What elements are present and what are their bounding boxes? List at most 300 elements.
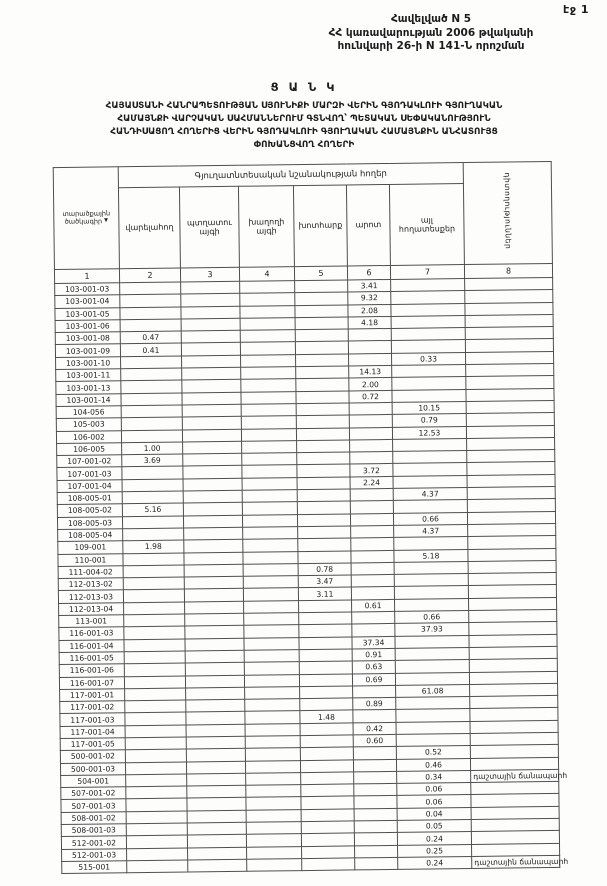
cell-pasture: 14.13 bbox=[349, 366, 392, 379]
cell-orchard bbox=[186, 761, 245, 774]
cell-plot-code: 116-001-03 bbox=[59, 627, 124, 640]
cell-hayfield bbox=[301, 833, 354, 846]
cell-orchard bbox=[183, 503, 242, 516]
cell-arable: 0.41 bbox=[120, 343, 181, 356]
cell-plot-code: 107-001-04 bbox=[57, 479, 122, 492]
cell-other-land-types bbox=[391, 340, 465, 353]
cell-pasture: 0.63 bbox=[352, 661, 395, 674]
cell-remark bbox=[467, 474, 555, 487]
cell-orchard bbox=[181, 281, 240, 294]
cell-plot-code: 117-001-04 bbox=[60, 725, 125, 738]
cell-hayfield bbox=[301, 784, 354, 797]
cell-remark bbox=[466, 425, 554, 438]
cell-hayfield bbox=[295, 305, 348, 318]
cell-arable bbox=[125, 737, 186, 750]
cell-remark bbox=[470, 720, 558, 733]
cell-vineyard bbox=[246, 834, 301, 847]
cell-vineyard bbox=[245, 736, 300, 749]
column-header-pasture: արոտ bbox=[346, 184, 390, 266]
cell-pasture bbox=[355, 845, 398, 858]
cell-arable bbox=[127, 848, 188, 861]
cell-other-land-types: 0.79 bbox=[392, 414, 466, 427]
cell-plot-code: 108-005-01 bbox=[57, 492, 122, 505]
cell-plot-code: 103-001-13 bbox=[56, 381, 121, 394]
cell-hayfield bbox=[296, 415, 349, 428]
cell-remark bbox=[465, 302, 553, 315]
cell-vineyard bbox=[242, 440, 297, 453]
cell-hayfield bbox=[299, 624, 352, 637]
cell-pasture: 0.89 bbox=[353, 698, 396, 711]
cell-hayfield bbox=[296, 378, 349, 391]
column-number: 8 bbox=[464, 263, 552, 278]
cell-orchard bbox=[188, 847, 247, 860]
cell-arable bbox=[125, 725, 186, 738]
plot-code-header-label: տարածքային ծածկագիր bbox=[62, 208, 111, 226]
cell-hayfield bbox=[295, 317, 348, 330]
cell-orchard bbox=[182, 392, 241, 405]
cell-pasture: 0.42 bbox=[353, 722, 396, 735]
cell-hayfield bbox=[301, 796, 354, 809]
cell-pasture bbox=[350, 501, 393, 514]
cell-plot-code: 107-001-02 bbox=[57, 455, 122, 468]
cell-vineyard bbox=[245, 760, 300, 773]
page-number-label: էջ 1 bbox=[563, 3, 589, 16]
column-header-other-land-types: այլ հողատեսքեր bbox=[389, 184, 464, 266]
cell-vineyard bbox=[242, 477, 297, 490]
cell-arable bbox=[126, 786, 187, 799]
cell-orchard bbox=[182, 380, 241, 393]
cell-plot-code: 504-001 bbox=[61, 775, 126, 788]
subtitle-line: ՓՈԽԱՆՑՎՈՂ ՀՈՂԵՐԻ bbox=[253, 140, 355, 150]
cell-remark bbox=[468, 548, 556, 561]
cell-orchard bbox=[185, 626, 244, 639]
cell-vineyard bbox=[244, 613, 299, 626]
cell-orchard bbox=[182, 355, 241, 368]
cell-pasture bbox=[351, 562, 394, 575]
cell-remark bbox=[465, 339, 553, 352]
cell-vineyard bbox=[243, 588, 298, 601]
column-group-header-agricultural-lands: Գյուղատնտեսական նշանակության հողեր bbox=[118, 163, 463, 188]
cell-other-land-types bbox=[396, 721, 470, 734]
cell-pasture bbox=[351, 525, 394, 538]
cell-plot-code: 515-001 bbox=[62, 861, 127, 874]
cell-arable bbox=[120, 319, 181, 332]
cell-remark bbox=[466, 376, 554, 389]
cell-plot-code: 117-001-03 bbox=[60, 713, 125, 726]
sort-arrow-icon: ▼ bbox=[104, 217, 109, 224]
cell-other-land-types: 37.93 bbox=[395, 623, 469, 636]
cell-plot-code: 103-001-03 bbox=[55, 283, 120, 296]
cell-orchard bbox=[185, 650, 244, 663]
document-subtitle bbox=[40, 100, 568, 152]
cell-hayfield bbox=[299, 612, 352, 625]
cell-orchard bbox=[187, 773, 246, 786]
cell-orchard bbox=[187, 798, 246, 811]
cell-pasture bbox=[349, 427, 392, 440]
cell-arable bbox=[122, 516, 183, 529]
cell-remark bbox=[467, 450, 555, 463]
cell-vineyard bbox=[241, 404, 296, 417]
cell-orchard bbox=[182, 367, 241, 380]
cell-pasture bbox=[353, 685, 396, 698]
cell-plot-code: 500-001-03 bbox=[60, 762, 125, 775]
cell-pasture: 0.91 bbox=[352, 648, 395, 661]
cell-other-land-types: 0.04 bbox=[397, 807, 471, 820]
cell-remark bbox=[470, 757, 558, 770]
cell-remark bbox=[467, 511, 555, 524]
cell-vineyard bbox=[241, 367, 296, 380]
cell-hayfield bbox=[300, 686, 353, 699]
cell-pasture bbox=[354, 808, 397, 821]
cell-orchard bbox=[181, 343, 240, 356]
appendix-header bbox=[300, 13, 562, 54]
document-title: Ց Ա Ն Կ bbox=[270, 80, 338, 94]
cell-plot-code: 112-013-03 bbox=[58, 590, 123, 603]
cell-remark bbox=[469, 671, 557, 684]
cell-arable bbox=[123, 528, 184, 541]
cell-arable bbox=[126, 823, 187, 836]
cell-plot-code: 108-005-04 bbox=[58, 529, 123, 542]
cell-arable bbox=[121, 393, 182, 406]
cell-vineyard bbox=[242, 490, 297, 503]
cell-orchard bbox=[183, 490, 242, 503]
cell-vineyard bbox=[244, 625, 299, 638]
cell-remark bbox=[466, 364, 554, 377]
cell-plot-code: 512-001-02 bbox=[61, 836, 126, 849]
land-table bbox=[53, 161, 569, 874]
cell-other-land-types: 0.05 bbox=[397, 820, 471, 833]
cell-orchard bbox=[185, 675, 244, 688]
cell-orchard bbox=[181, 318, 240, 331]
column-number: 3 bbox=[180, 267, 239, 282]
cell-hayfield: 0.78 bbox=[298, 563, 351, 576]
cell-arable bbox=[123, 589, 184, 602]
cell-arable bbox=[125, 688, 186, 701]
cell-other-land-types: 0.06 bbox=[397, 795, 471, 808]
cell-plot-code: 117-001-01 bbox=[60, 689, 125, 702]
column-header-orchard: պտղատու այգի bbox=[179, 186, 239, 268]
cell-arable bbox=[126, 774, 187, 787]
cell-hayfield bbox=[300, 747, 353, 760]
column-number: 2 bbox=[119, 268, 180, 283]
cell-vineyard bbox=[242, 514, 297, 527]
cell-arable bbox=[121, 356, 182, 369]
cell-remark bbox=[471, 794, 559, 807]
cell-vineyard bbox=[240, 318, 295, 331]
cell-remark bbox=[468, 585, 556, 598]
cell-vineyard bbox=[241, 416, 296, 429]
cell-arable bbox=[124, 626, 185, 639]
cell-other-land-types: 5.18 bbox=[394, 549, 468, 562]
cell-arable bbox=[121, 430, 182, 443]
cell-arable bbox=[124, 639, 185, 652]
cell-orchard bbox=[187, 785, 246, 798]
cell-orchard bbox=[181, 306, 240, 319]
cell-remark bbox=[465, 277, 553, 290]
cell-other-land-types bbox=[392, 377, 466, 390]
cell-arable bbox=[124, 663, 185, 676]
cell-other-land-types bbox=[393, 438, 467, 451]
cell-remark bbox=[465, 314, 553, 327]
cell-hayfield bbox=[298, 550, 351, 563]
cell-remark: դաշտային ճանապարհ bbox=[472, 855, 560, 868]
cell-other-land-types: 10.15 bbox=[392, 402, 466, 415]
cell-vineyard bbox=[241, 391, 296, 404]
cell-plot-code: 507-001-03 bbox=[61, 799, 126, 812]
cell-other-land-types bbox=[395, 647, 469, 660]
cell-other-land-types bbox=[395, 598, 469, 611]
cell-orchard bbox=[184, 552, 243, 565]
column-header-vineyard: խաղողի այգի bbox=[238, 186, 294, 268]
cell-other-land-types bbox=[393, 500, 467, 513]
cell-arable bbox=[122, 491, 183, 504]
cell-vineyard bbox=[242, 502, 297, 515]
cell-hayfield bbox=[296, 366, 349, 379]
cell-remark: դաշտային ճանապարհ bbox=[471, 769, 559, 782]
cell-arable bbox=[122, 466, 183, 479]
cell-pasture bbox=[351, 550, 394, 563]
cell-pasture bbox=[354, 784, 397, 797]
cell-other-land-types: 12.53 bbox=[392, 426, 466, 439]
land-table-wrapper bbox=[53, 161, 569, 874]
cell-orchard bbox=[188, 859, 247, 872]
cell-arable bbox=[125, 712, 186, 725]
cell-other-land-types bbox=[392, 365, 466, 378]
cell-remark bbox=[468, 560, 556, 573]
cell-pasture: 2.08 bbox=[348, 304, 391, 317]
cell-hayfield bbox=[297, 514, 350, 527]
cell-orchard bbox=[187, 835, 246, 848]
cell-arable bbox=[127, 860, 188, 873]
column-header-hayfield: խոտհարք bbox=[293, 185, 347, 267]
cell-other-land-types bbox=[395, 672, 469, 685]
cell-orchard bbox=[183, 478, 242, 491]
cell-other-land-types: 4.37 bbox=[394, 524, 468, 537]
cell-plot-code: 103-001-09 bbox=[55, 344, 120, 357]
cell-hayfield bbox=[302, 846, 355, 859]
cell-vineyard bbox=[242, 465, 297, 478]
cell-vineyard bbox=[244, 637, 299, 650]
cell-pasture bbox=[354, 771, 397, 784]
cell-vineyard bbox=[246, 797, 301, 810]
cell-remark bbox=[466, 413, 554, 426]
cell-hayfield bbox=[297, 464, 350, 477]
cell-remark bbox=[466, 400, 554, 413]
column-header-remarks bbox=[463, 161, 552, 264]
cell-remark bbox=[469, 597, 557, 610]
cell-plot-code: 107-001-03 bbox=[57, 467, 122, 480]
cell-pasture bbox=[354, 833, 397, 846]
cell-pasture: 2.00 bbox=[349, 378, 392, 391]
appendix-header-line: ՀՀ կառավարության 2006 թվականի bbox=[328, 26, 534, 39]
cell-arable bbox=[124, 675, 185, 688]
cell-pasture bbox=[351, 587, 394, 600]
cell-vineyard bbox=[243, 563, 298, 576]
cell-other-land-types: 61.08 bbox=[396, 684, 470, 697]
cell-arable bbox=[123, 553, 184, 566]
cell-plot-code: 112-013-02 bbox=[58, 578, 123, 591]
cell-pasture bbox=[348, 341, 391, 354]
cell-remark bbox=[471, 806, 559, 819]
cell-other-land-types bbox=[391, 328, 465, 341]
cell-pasture bbox=[350, 439, 393, 452]
cell-other-land-types: 0.24 bbox=[398, 856, 472, 869]
cell-vineyard bbox=[246, 785, 301, 798]
cell-plot-code: 116-001-06 bbox=[59, 664, 124, 677]
cell-other-land-types bbox=[392, 389, 466, 402]
cell-pasture: 0.60 bbox=[353, 734, 396, 747]
cell-vineyard bbox=[243, 539, 298, 552]
cell-orchard bbox=[181, 294, 240, 307]
cell-arable: 0.47 bbox=[120, 331, 181, 344]
cell-vineyard bbox=[244, 674, 299, 687]
cell-hayfield bbox=[300, 735, 353, 748]
cell-remark bbox=[468, 536, 556, 549]
cell-hayfield bbox=[299, 637, 352, 650]
subtitle-line: ՀԱՅԱՍՏԱՆԻ ՀԱՆՐԱՊԵՏՈՒԹՅԱՆ ՍՅՈՒՆԻՔԻ ՄԱՐԶԻ ՎԵՐԻՆ ԳՅՈԴԱԿԼՈՒԻ ԳՅՈՒՂԱԿԱՆ bbox=[105, 101, 503, 111]
cell-other-land-types: 0.25 bbox=[398, 844, 472, 857]
cell-hayfield bbox=[296, 354, 349, 367]
cell-hayfield bbox=[297, 477, 350, 490]
cell-pasture bbox=[353, 747, 396, 760]
cell-arable bbox=[121, 368, 182, 381]
cell-pasture: 4.18 bbox=[348, 316, 391, 329]
cell-remark bbox=[471, 782, 559, 795]
cell-pasture bbox=[353, 710, 396, 723]
cell-pasture bbox=[352, 611, 395, 624]
cell-other-land-types bbox=[396, 709, 470, 722]
cell-remark bbox=[469, 646, 557, 659]
cell-orchard bbox=[186, 712, 245, 725]
cell-other-land-types bbox=[393, 451, 467, 464]
cell-plot-code: 103-001-14 bbox=[56, 393, 121, 406]
cell-other-land-types: 0.46 bbox=[396, 758, 470, 771]
cell-vineyard bbox=[244, 650, 299, 663]
cell-orchard bbox=[183, 515, 242, 528]
cell-vineyard bbox=[243, 527, 298, 540]
cell-plot-code: 111-004-02 bbox=[58, 566, 123, 579]
cell-vineyard bbox=[244, 662, 299, 675]
cell-remark bbox=[471, 818, 559, 831]
column-number: 5 bbox=[294, 266, 347, 281]
cell-pasture bbox=[355, 857, 398, 870]
cell-plot-code: 104-056 bbox=[56, 406, 121, 419]
cell-hayfield bbox=[300, 760, 353, 773]
cell-remark bbox=[468, 573, 556, 586]
cell-orchard bbox=[186, 724, 245, 737]
cell-other-land-types bbox=[393, 475, 467, 488]
cell-vineyard bbox=[240, 281, 295, 294]
cell-remark bbox=[470, 732, 558, 745]
cell-other-land-types bbox=[391, 279, 465, 292]
cell-hayfield bbox=[299, 600, 352, 613]
appendix-header-line: հունվարի 26-ի N 141-Ն որոշման bbox=[337, 40, 525, 52]
cell-pasture bbox=[350, 513, 393, 526]
cell-pasture bbox=[349, 402, 392, 415]
cell-vineyard bbox=[247, 859, 302, 872]
cell-pasture: 3.41 bbox=[348, 279, 391, 292]
cell-plot-code: 116-001-04 bbox=[59, 639, 124, 652]
cell-vineyard bbox=[240, 305, 295, 318]
cell-vineyard bbox=[245, 686, 300, 699]
cell-hayfield bbox=[301, 772, 354, 785]
cell-arable bbox=[124, 602, 185, 615]
cell-pasture bbox=[350, 488, 393, 501]
cell-arable bbox=[126, 798, 187, 811]
cell-plot-code: 108-005-02 bbox=[57, 504, 122, 517]
cell-hayfield bbox=[298, 526, 351, 539]
cell-plot-code: 109-001 bbox=[58, 541, 123, 554]
cell-other-land-types: 0.33 bbox=[391, 352, 465, 365]
cell-plot-code: 110-001 bbox=[58, 553, 123, 566]
cell-plot-code: 116-001-07 bbox=[59, 676, 124, 689]
cell-arable bbox=[120, 294, 181, 307]
subtitle-line: ՀԱՄԱՅՆՔԻ ՎԱՐՉԱԿԱՆ ՍԱՀՄԱՆՆԵՐՈՒՄ ԳՏՆՎՈՂ՝ ՊԵՏԱԿԱՆ ՍԵՓԱԿԱՆՈՒԹՅՈՒՆ bbox=[117, 114, 491, 124]
cell-pasture bbox=[354, 796, 397, 809]
table-header-row-1 bbox=[53, 161, 551, 188]
cell-hayfield bbox=[295, 329, 348, 342]
cell-orchard bbox=[187, 810, 246, 823]
column-header-plot-code bbox=[53, 167, 119, 270]
cell-orchard bbox=[182, 417, 241, 430]
cell-plot-code: 500-001-02 bbox=[60, 750, 125, 763]
cell-arable: 5.16 bbox=[122, 503, 183, 516]
cell-pasture bbox=[349, 415, 392, 428]
cell-plot-code: 512-001-03 bbox=[62, 848, 127, 861]
cell-orchard bbox=[181, 330, 240, 343]
cell-arable bbox=[126, 835, 187, 848]
cell-arable bbox=[121, 405, 182, 418]
cell-vineyard bbox=[246, 809, 301, 822]
cell-pasture: 2.24 bbox=[350, 476, 393, 489]
cell-vineyard bbox=[242, 453, 297, 466]
cell-hayfield bbox=[300, 723, 353, 736]
cell-hayfield bbox=[296, 428, 349, 441]
cell-hayfield bbox=[297, 440, 350, 453]
cell-arable bbox=[120, 282, 181, 295]
column-header-arable: վարելահող bbox=[118, 187, 180, 269]
appendix-header-line: Հավելված N 5 bbox=[390, 13, 472, 25]
cell-arable: 3.69 bbox=[122, 454, 183, 467]
cell-orchard bbox=[184, 527, 243, 540]
cell-hayfield bbox=[301, 809, 354, 822]
cell-remark bbox=[470, 745, 558, 758]
cell-hayfield bbox=[295, 292, 348, 305]
cell-orchard bbox=[183, 441, 242, 454]
cell-orchard bbox=[186, 687, 245, 700]
cell-arable bbox=[123, 577, 184, 590]
cell-vineyard bbox=[241, 379, 296, 392]
cell-remark bbox=[466, 388, 554, 401]
cell-arable bbox=[121, 380, 182, 393]
cell-remark bbox=[465, 290, 553, 303]
cell-pasture: 3.72 bbox=[350, 464, 393, 477]
cell-remark bbox=[467, 437, 555, 450]
cell-vineyard bbox=[241, 354, 296, 367]
cell-plot-code: 116-001-05 bbox=[59, 652, 124, 665]
cell-orchard bbox=[187, 822, 246, 835]
cell-remark bbox=[471, 831, 559, 844]
cell-hayfield bbox=[301, 821, 354, 834]
cell-other-land-types: 0.66 bbox=[393, 512, 467, 525]
cell-vineyard bbox=[240, 293, 295, 306]
cell-other-land-types: 0.24 bbox=[397, 832, 471, 845]
cell-plot-code: 508-001-03 bbox=[61, 824, 126, 837]
cell-other-land-types: 0.34 bbox=[397, 770, 471, 783]
cell-remark bbox=[469, 609, 557, 622]
cell-plot-code: 106-005 bbox=[57, 443, 122, 456]
cell-remark bbox=[467, 462, 555, 475]
